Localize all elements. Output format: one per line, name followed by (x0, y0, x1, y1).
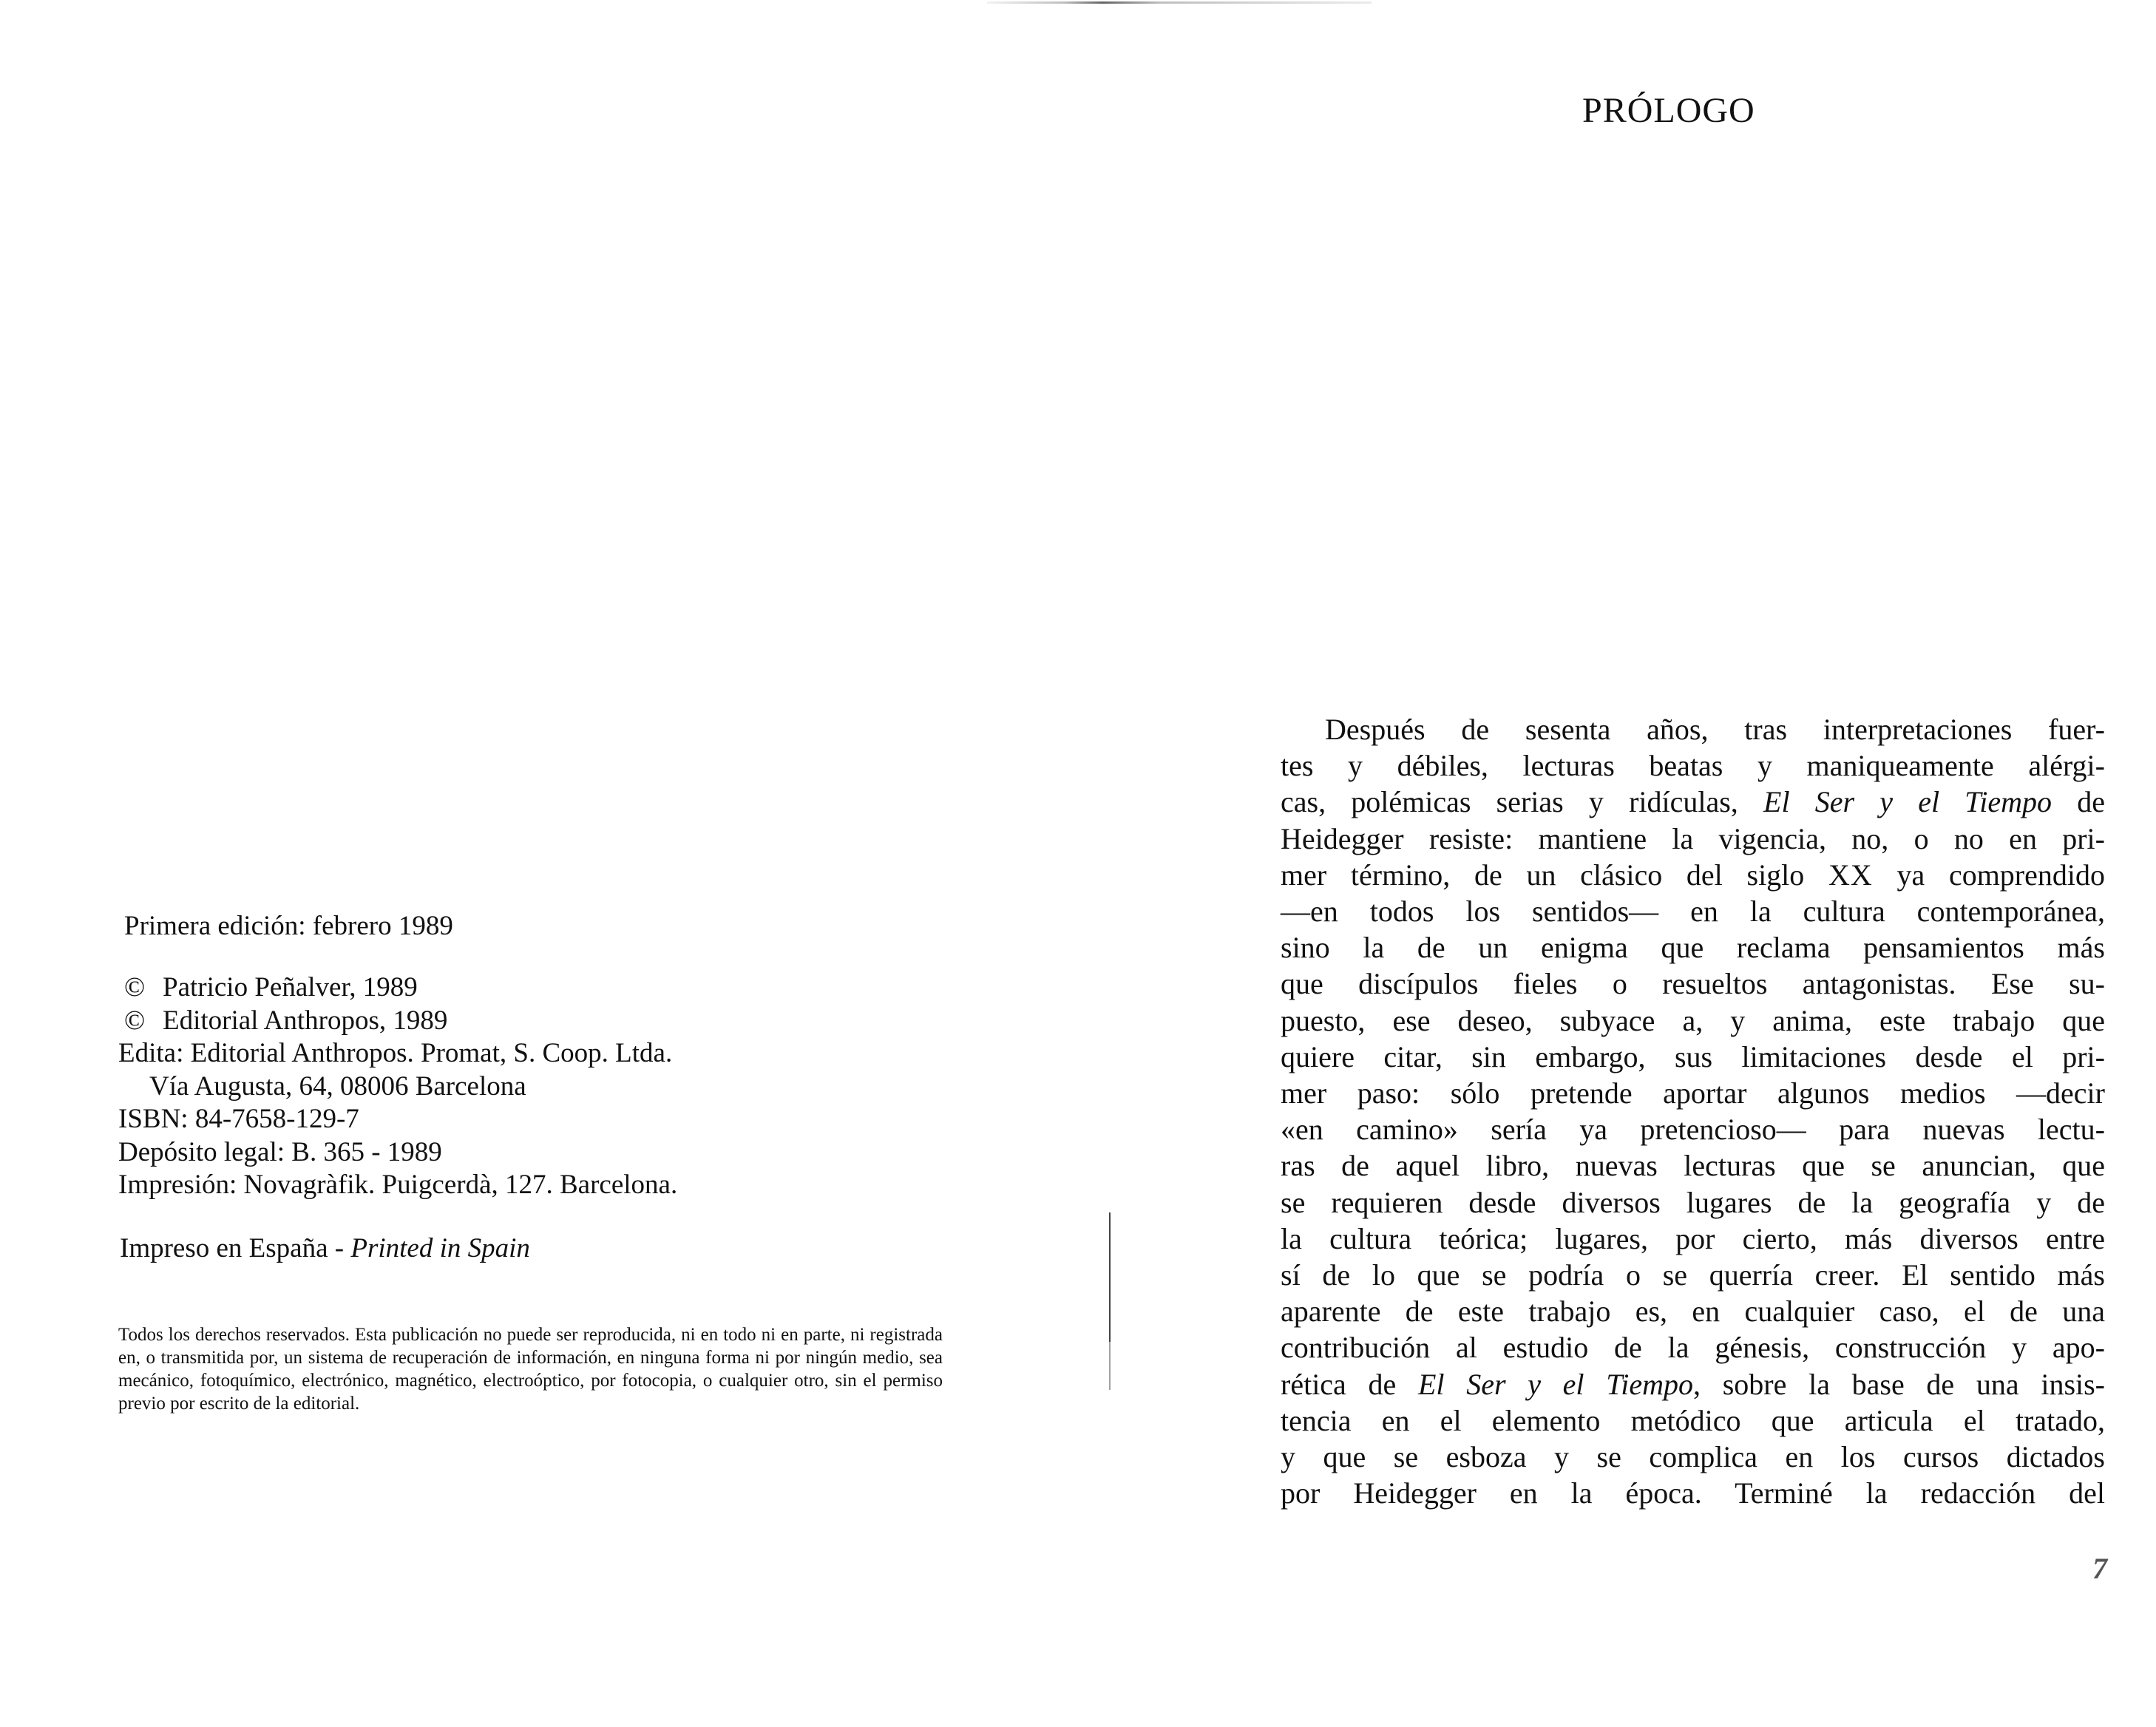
text-line: tes y débiles, lecturas beatas y maniqueamente alérgi- (1281, 749, 2105, 783)
credit-line: Depósito legal: B. 365 - 1989 (118, 1136, 442, 1167)
copyright-symbol: © (124, 1005, 146, 1036)
book-title: El Ser y el Tiempo (1763, 785, 2052, 819)
text-line: aparente de este trabajo es, en cualquier caso, el de una (1281, 1295, 2105, 1329)
text-line: la cultura teórica; lugares, por cierto, más diversos entre (1281, 1221, 2105, 1255)
text-line: sí de lo que se podría o se querría creer. El sentido más (1281, 1258, 2105, 1292)
century-numeral: XX (1828, 858, 1873, 892)
scan-artifact (987, 1, 1372, 4)
text-line: y que se esboza y se complica en los cursos dictados (1281, 1440, 2105, 1474)
text-line: mer paso: sólo pretende aportar algunos medios —decir (1281, 1076, 2105, 1110)
text-line: —en todos los sentidos— en la cultura contemporánea, (1281, 895, 2105, 929)
rights-notice: Todos los derechos reservados. Esta publicación no puede ser reproducida, ni en todo ni en parte, ni registrada en, o transmitida por, un sistema de recuperación de información, en ninguna forma ni por ningún medio, sea mecánico, fotoquímico, electrónico, magnético, electroóptico, por fotocopia, o cualquier otro, sin el permiso previo por escrito de la editorial. (118, 1324, 943, 1414)
credit-line: Vía Augusta, 64, 08006 Barcelona (149, 1071, 526, 1102)
text-line: puesto, ese deseo, subyace a, y anima, este trabajo que (1281, 1003, 2105, 1037)
text-line: «en camino» sería ya pretencioso— para nuevas lectu- (1281, 1113, 2105, 1147)
credit-line: © Editorial Anthropos, 1989 (118, 1005, 1006, 1038)
credit-line: Impresión: Novagràfik. Puigcerdà, 127. Barcelona. (118, 1170, 678, 1200)
page-title: PRÓLOGO (1582, 91, 1755, 130)
copyright-page (118, 909, 1006, 1415)
edition-line: Primera edición: febrero 1989 (124, 911, 453, 941)
text-line: se requieren desde diversos lugares de la geografía y de (1281, 1185, 2105, 1219)
prologue-text (1281, 711, 2105, 1511)
text-line: cas, polémicas serias y ridículas, El Ser y el Tiempo de (1281, 785, 2106, 819)
page-number: 7 (2092, 1552, 2107, 1585)
text-line: por Heidegger en la época. Terminé la redacción del (1281, 1476, 2105, 1510)
credit-line: ISBN: 84-7658-129-7 (118, 1104, 359, 1134)
gutter-mark (1109, 1212, 1111, 1301)
book-title: El Ser y el Tiempo (1417, 1367, 1694, 1401)
text-line: rética de El Ser y el Tiempo, sobre la base de una insis- (1281, 1367, 2106, 1401)
credit-line: © Patricio Peñalver, 1989 (118, 971, 1006, 1005)
gutter-mark (1109, 1323, 1111, 1390)
text-line: Heidegger resiste: mantiene la vigencia, no, o no en pri- (1281, 821, 2105, 855)
credits-list (118, 971, 1006, 1202)
text-line: Después de sesenta años, tras interpretaciones fuer- (1325, 713, 2105, 746)
text-line: quiere citar, sin embargo, sus limitaciones desde el pri- (1281, 1039, 2105, 1073)
text-line: mer término, de un clásico del siglo XX ya comprendido (1281, 858, 2105, 892)
text-line: contribución al estudio de la génesis, construcción y apo- (1281, 1331, 2105, 1365)
credit-line: Edita: Editorial Anthropos. Promat, S. Coop. Ltda. (118, 1038, 673, 1068)
text-line: ras de aquel libro, nuevas lecturas que se anuncian, que (1281, 1149, 2105, 1183)
text-line: que discípulos fieles o resueltos antagonistas. Ese su- (1281, 967, 2105, 1001)
printed-in-line: Impreso en España - Printed in Spain (120, 1232, 530, 1263)
text-line: tencia en el elemento metódico que articula el tratado, (1281, 1403, 2105, 1437)
copyright-symbol: © (124, 972, 146, 1002)
text-line: sino la de un enigma que reclama pensamientos más (1281, 931, 2105, 965)
